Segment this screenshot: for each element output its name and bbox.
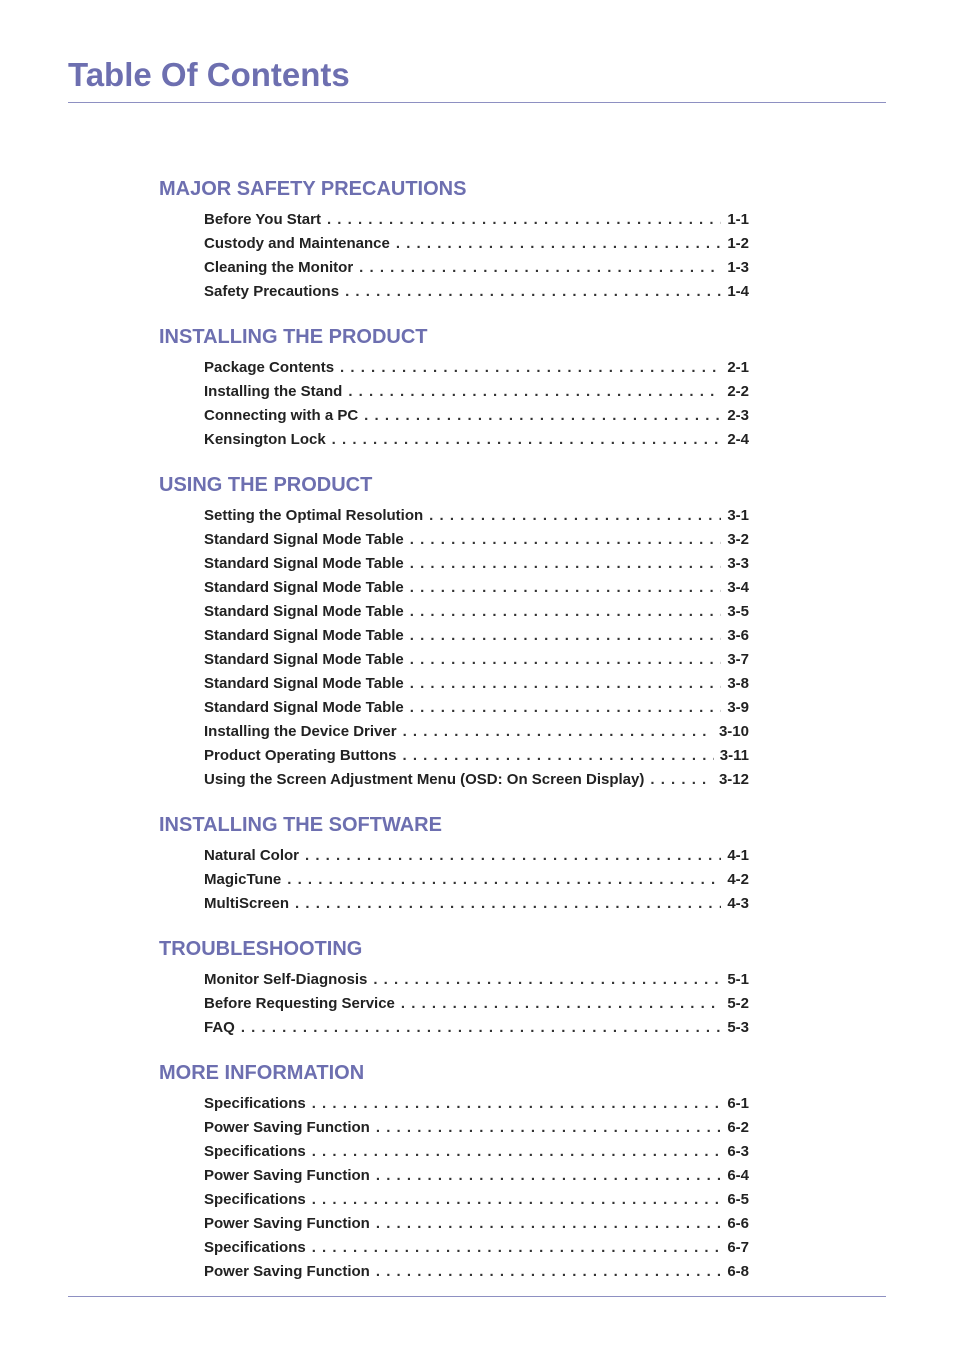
toc-entry-page: 4-1 [727,847,749,864]
header-divider [68,102,886,103]
dot-leader [403,744,714,768]
toc-entry[interactable] [204,1164,749,1188]
toc-entry-page: 3-6 [727,627,749,644]
toc-entry-page: 2-2 [727,383,749,400]
toc-entry[interactable] [204,720,749,744]
section-heading[interactable]: INSTALLING THE SOFTWARE [159,814,442,836]
toc-entry[interactable] [204,1092,749,1116]
page-title: Table Of Contents [68,56,350,93]
toc-entry-page: 6-4 [727,1167,749,1184]
footer-divider [68,1296,886,1297]
toc-entry-page: 1-4 [727,283,749,300]
toc-entry-label: Connecting with a PC [204,407,359,424]
dot-leader [312,1092,722,1116]
toc-section [159,176,749,304]
toc-entry-page: 6-3 [727,1143,749,1160]
toc-entry-label: Standard Signal Mode Table [204,579,404,596]
toc-entry-page: 2-1 [727,359,749,376]
toc-entry-label: Standard Signal Mode Table [204,627,404,644]
dot-leader [650,768,713,792]
toc-entry-page: 5-2 [727,995,749,1012]
toc-entry-page: 3-2 [727,531,749,548]
toc-entry-page: 3-9 [727,699,749,716]
dot-leader [295,892,721,916]
toc-entry[interactable] [204,380,749,404]
dot-leader [376,1164,721,1188]
dot-leader [340,356,721,380]
toc-entry[interactable] [204,1116,749,1140]
toc-entry-page: 3-11 [719,747,749,764]
toc-entry-label: Installing the Device Driver [204,723,397,740]
toc-entry[interactable] [204,528,749,552]
toc-entry-page: 6-2 [727,1119,749,1136]
toc-entry-page: 3-7 [727,651,749,668]
dot-leader [396,232,721,256]
dot-leader [403,720,713,744]
toc-entry[interactable] [204,1260,749,1284]
toc-entry-page: 3-3 [727,555,749,572]
toc-entry-page: 4-2 [727,871,749,888]
toc-entry[interactable] [204,648,749,672]
toc-entry[interactable] [204,768,749,792]
toc-entry-page: 3-10 [718,723,749,740]
toc-entry-page: 3-8 [727,675,749,692]
toc-entry[interactable] [204,280,749,304]
toc-entry-label: MultiScreen [204,895,290,912]
toc-entry-label: Standard Signal Mode Table [204,651,404,668]
toc-entry-label: Standard Signal Mode Table [204,531,404,548]
toc-entry[interactable] [204,600,749,624]
toc-entry-label: Power Saving Function [204,1263,370,1280]
toc-entry[interactable] [204,576,749,600]
section-heading[interactable]: INSTALLING THE PRODUCT [159,326,428,348]
dot-leader [305,844,721,868]
section-heading[interactable]: MAJOR SAFETY PRECAUTIONS [159,178,467,200]
toc-entry-page: 1-2 [727,235,749,252]
toc-entry-page: 5-1 [727,971,749,988]
dot-leader [312,1188,722,1212]
toc-entry[interactable] [204,868,749,892]
dot-leader [410,672,722,696]
toc-entry-label: Setting the Optimal Resolution [204,507,424,524]
dot-leader [410,624,722,648]
toc-entry-label: Product Operating Buttons [204,747,397,764]
toc-entry-page: 5-3 [727,1019,749,1036]
section-heading[interactable]: TROUBLESHOOTING [159,938,363,960]
dot-leader [241,1016,721,1040]
toc-entry-label: Power Saving Function [204,1167,370,1184]
toc-entry-label: Standard Signal Mode Table [204,603,404,620]
toc-section [159,324,749,452]
toc-section [159,936,749,1040]
toc-entry-label: MagicTune [204,871,282,888]
toc-entry[interactable] [204,208,749,232]
section-heading[interactable]: MORE INFORMATION [159,1062,365,1084]
dot-leader [410,552,722,576]
toc-entry-label: Specifications [204,1239,306,1256]
toc-section [159,1060,749,1284]
toc-entry-page: 6-7 [727,1239,749,1256]
toc-entry[interactable] [204,992,749,1016]
toc-section [159,812,749,916]
toc-entry-label: FAQ [204,1019,235,1036]
toc-entry-page: 6-1 [727,1095,749,1112]
toc-entry-page: 4-3 [727,895,749,912]
toc-entry-page: 2-3 [727,407,749,424]
dot-leader [364,404,721,428]
toc-entry[interactable] [204,968,749,992]
toc-section [159,472,749,792]
toc-entry-page: 3-1 [727,507,749,524]
toc-entry-page: 6-6 [727,1215,749,1232]
dot-leader [312,1236,722,1260]
toc-entry[interactable] [204,232,749,256]
dot-leader [376,1212,721,1236]
toc-entry-label: Standard Signal Mode Table [204,675,404,692]
dot-leader [345,280,721,304]
toc-entry-page: 3-5 [727,603,749,620]
toc-entry-label: Specifications [204,1095,306,1112]
toc-entry-label: Using the Screen Adjustment Menu (OSD: On Screen Display) [204,771,645,788]
dot-leader [287,868,721,892]
toc-entry[interactable] [204,672,749,696]
toc-entry-label: Before Requesting Service [204,995,395,1012]
toc-entry[interactable] [204,744,749,768]
toc-entry[interactable] [204,504,749,528]
toc-entry-label: Power Saving Function [204,1215,370,1232]
toc-entry[interactable] [204,624,749,648]
dot-leader [410,600,722,624]
toc-entry[interactable] [204,404,749,428]
toc-entry-label: Specifications [204,1143,306,1160]
toc-entry[interactable] [204,552,749,576]
toc-entry-page: 1-1 [727,211,749,228]
dot-leader [373,968,721,992]
dot-leader [312,1140,722,1164]
toc-entry-page: 6-5 [727,1191,749,1208]
dot-leader [376,1260,721,1284]
toc-entry-page: 6-8 [727,1263,749,1280]
toc-entry-label: Custody and Maintenance [204,235,390,252]
toc-entry[interactable] [204,892,749,916]
dot-leader [327,208,721,232]
toc-entry-label: Specifications [204,1191,306,1208]
toc-entry-label: Before You Start [204,211,321,228]
dot-leader [410,696,722,720]
toc-entry[interactable] [204,1236,749,1260]
toc-entry-label: Package Contents [204,359,335,376]
dot-leader [410,648,722,672]
dot-leader [410,576,722,600]
dot-leader [401,992,721,1016]
toc-entry-page: 3-12 [718,771,749,788]
toc-entry-page: 1-3 [727,259,749,276]
dot-leader [359,256,721,280]
toc-entry[interactable] [204,844,749,868]
toc-entry-label: Installing the Stand [204,383,343,400]
toc-entry[interactable] [204,1016,749,1040]
toc-entry-label: Cleaning the Monitor [204,259,354,276]
toc-entry[interactable] [204,356,749,380]
table-of-contents [159,176,749,1304]
toc-entry[interactable] [204,696,749,720]
dot-leader [410,528,722,552]
toc-entry[interactable] [204,256,749,280]
toc-entry-label: Standard Signal Mode Table [204,699,404,716]
toc-entry-label: Power Saving Function [204,1119,370,1136]
toc-entry[interactable] [204,428,749,452]
toc-entry-label: Natural Color [204,847,300,864]
toc-entry[interactable] [204,1212,749,1236]
dot-leader [348,380,721,404]
dot-leader [376,1116,721,1140]
section-heading[interactable]: USING THE PRODUCT [159,474,373,496]
toc-entry-label: Kensington Lock [204,431,326,448]
toc-entry-page: 2-4 [727,431,749,448]
dot-leader [429,504,721,528]
toc-entry-label: Monitor Self-Diagnosis [204,971,368,988]
toc-entry-label: Safety Precautions [204,283,340,300]
dot-leader [332,428,722,452]
toc-entry-label: Standard Signal Mode Table [204,555,404,572]
toc-entry-page: 3-4 [727,579,749,596]
toc-entry[interactable] [204,1188,749,1212]
toc-entry[interactable] [204,1140,749,1164]
